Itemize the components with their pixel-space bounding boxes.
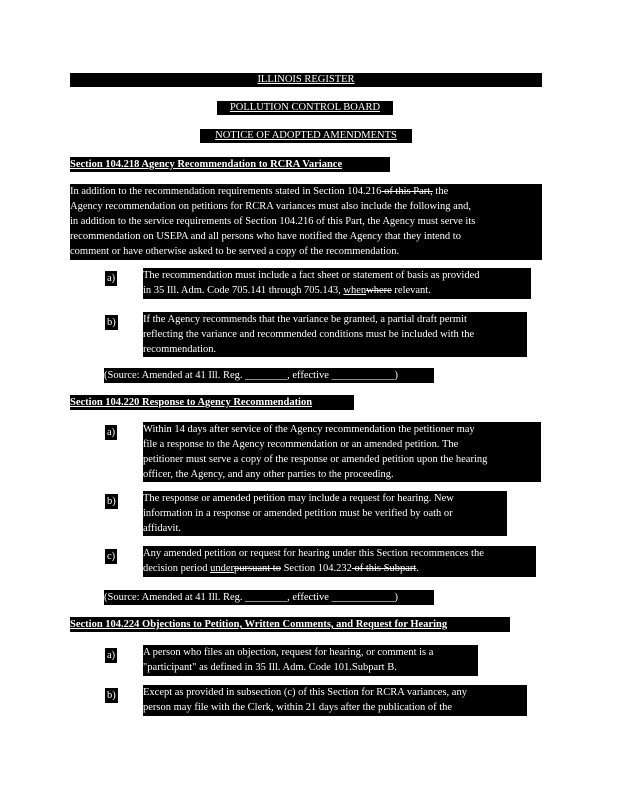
220b-line-1: The response or amended petition may include a request for hearing. New [143,493,454,504]
218a-line-1: The recommendation must include a fact sheet or statement of basis as provided [143,270,480,281]
subsection-label-220b: b) [107,496,116,507]
subsection-label-220a: a) [107,427,116,438]
220b-line-3: affidavit. [143,523,182,534]
register-title: ILLINOIS REGISTER [70,73,542,87]
intro-line-4: recommendation on USEPA and all persons who have notified the Agency that they intend to [70,231,461,242]
board-title: POLLUTION CONTROL BOARD [217,101,393,115]
subsection-220b-text [143,491,507,536]
intro-line-2: Agency recommendation on petitions for RCRA variances must also include the following and, [70,201,471,212]
218b-line-1: If the Agency recommends that the variance be granted, a partial draft permit [143,314,467,325]
subsection-220c-text [143,546,536,577]
224a-line-1: A person who files an objection, request for hearing, or comment is a [143,647,434,658]
section-104-218-heading: Section 104.218 Agency Recommendation to RCRA Variance [70,157,390,172]
subsection-label-224a: a) [107,650,116,661]
220b-line-2: information in a response or amended petition must be verified by oath or [143,508,453,519]
subsection-label-218a: a) [107,273,116,284]
subsection-label-218b: b) [107,317,116,328]
224b-line-1: Except as provided in subsection (c) of this Section for RCRA variances, any [143,687,467,698]
subsection-224a-text [143,645,478,676]
subsection-224b-text [143,685,527,716]
section-104-220-heading: Section 104.220 Response to Agency Recommendation [70,395,354,410]
intro-line-3: in addition to the service requirements of Section 104.216 of this Part, the Agency must serve its [70,216,476,227]
224a-line-2: "participant" as defined in 35 Ill. Adm. Code 101.Subpart B. [143,662,397,673]
subsection-218a-text [143,268,531,299]
intro-line-1: In addition to the recommendation requirements stated in Section 104.216 of this Part, the [70,186,449,197]
source-note-218: (Source: Amended at 41 Ill. Reg. ________, effective ____________) [104,368,434,383]
224b-line-2: person may file with the Clerk, within 21 days after the publication of the [143,702,453,713]
subsection-label-220c: c) [107,551,116,562]
220c-line-2: decision period underpursuant to Section 104.232 of this Subpart. [143,563,419,574]
subsection-220a-text [143,422,541,482]
subsection-218b-text [143,312,527,357]
subsection-label-224b: b) [107,690,116,701]
section-104-218-intro [70,184,542,260]
220a-line-3: petitioner must serve a copy of the response or amended petition upon the hearing [143,454,488,465]
section-104-224-heading: Section 104.224 Objections to Petition, Written Comments, and Request for Hearing [70,617,510,632]
218b-line-3: recommendation. [143,344,217,355]
notice-title: NOTICE OF ADOPTED AMENDMENTS [200,129,412,143]
source-note-220: (Source: Amended at 41 Ill. Reg. ________, effective ____________) [104,590,434,605]
220a-line-2: file a response to the Agency recommendation or an amended petition. The [143,439,459,450]
220c-line-1: Any amended petition or request for hearing under this Section recommences the [143,548,484,559]
218b-line-2: reflecting the variance and recommended conditions must be included with the [143,329,475,340]
220a-line-4: officer, the Agency, and any other parties to the proceeding. [143,469,394,480]
220a-line-1: Within 14 days after service of the Agency recommendation the petitioner may [143,424,475,435]
intro-line-5: comment or have otherwise asked to be served a copy of the recommendation. [70,246,400,257]
218a-line-2: in 35 Ill. Adm. Code 705.141 through 705.143, whenwhere relevant. [143,285,431,296]
